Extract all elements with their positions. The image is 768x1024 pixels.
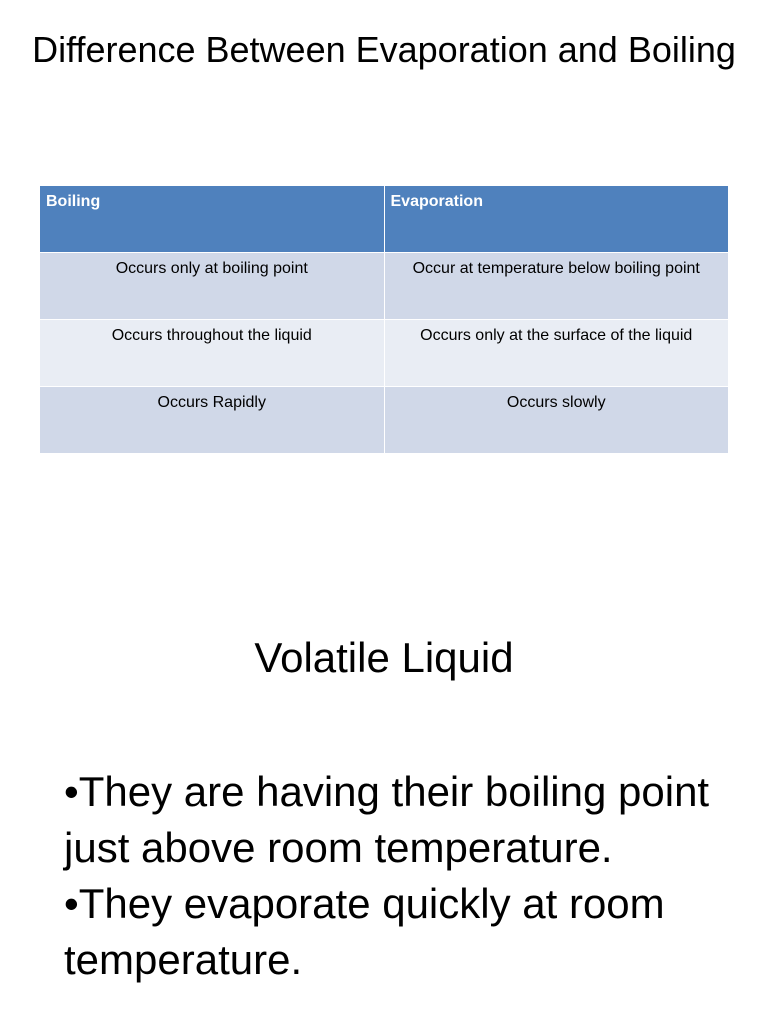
bullet-list: [64, 764, 724, 988]
column-header-evaporation: Evaporation: [384, 186, 729, 253]
table-cell: Occurs only at the surface of the liquid: [384, 320, 729, 387]
table-row: [40, 387, 729, 454]
table-row: [40, 253, 729, 320]
table-row: [40, 320, 729, 387]
table-cell: Occurs slowly: [384, 387, 729, 454]
table-cell: Occurs throughout the liquid: [40, 320, 385, 387]
column-header-boiling: Boiling: [40, 186, 385, 253]
section-title: Volatile Liquid: [254, 634, 514, 681]
table-cell: Occurs only at boiling point: [40, 253, 385, 320]
comparison-table: [39, 185, 729, 454]
bullet-item: •They are having their boiling point just above room temperature.: [64, 768, 710, 871]
table-cell: Occur at temperature below boiling point: [384, 253, 729, 320]
bullet-item: •They evaporate quickly at room temperature.: [64, 880, 665, 983]
table-header-row: [40, 186, 729, 253]
slide-title: Difference Between Evaporation and Boiling: [32, 29, 736, 70]
table-cell: Occurs Rapidly: [40, 387, 385, 454]
